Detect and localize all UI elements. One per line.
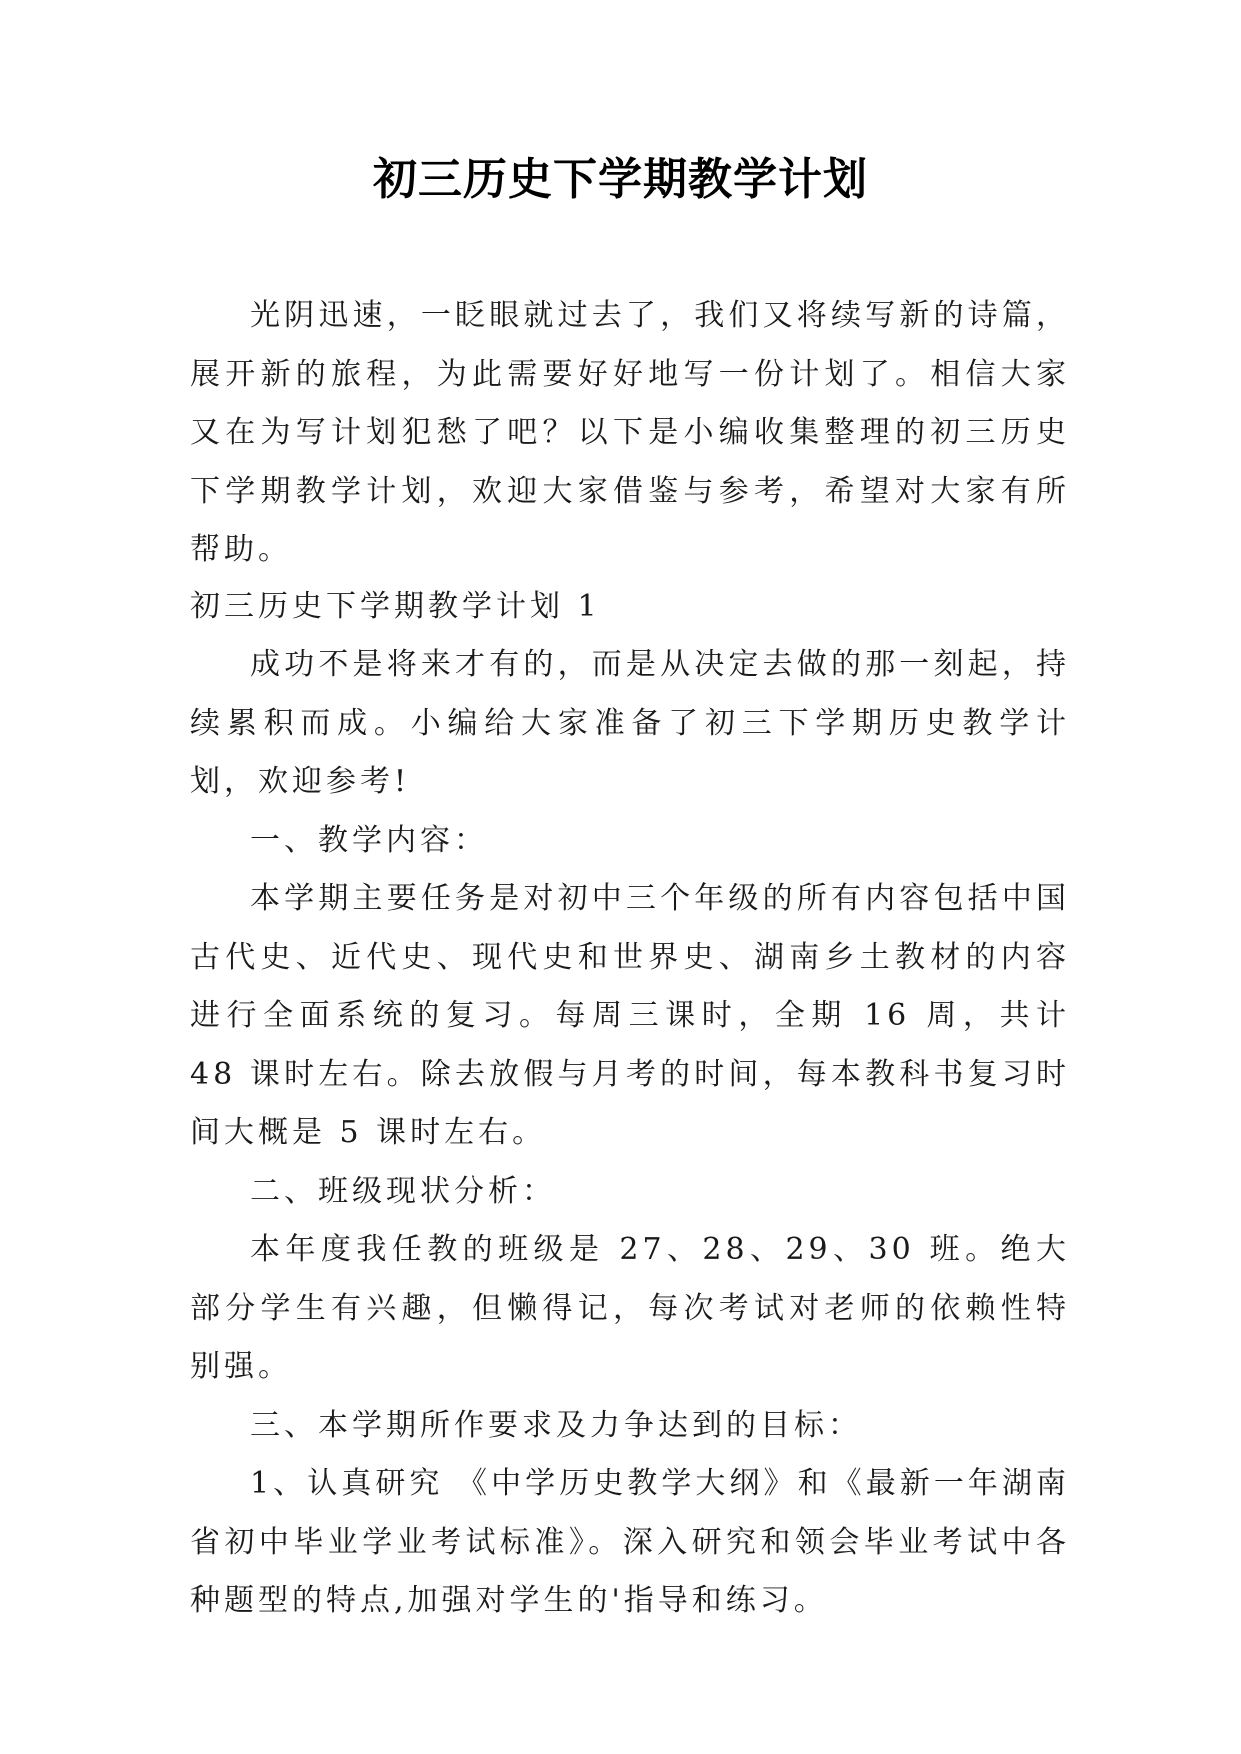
paragraph-class-analysis: 本年度我任教的班级是 27、28、29、30 班。绝大部分学生有兴趣，但懒得记，每次考试对老师的依赖性特别强。: [190, 1232, 1070, 1384]
heading-goals: 三、本学期所作要求及力争达到的目标：: [250, 1407, 862, 1443]
intro-paragraph: 光阴迅速，一眨眼就过去了，我们又将续写新的诗篇，展开新的旅程，为此需要好好地写一份计划了。相信大家又在为写计划犯愁了吧？以下是小编收集整理的初三历史下学期教学计划，欢迎大家借鉴与参考，希望对大家有所帮助。: [190, 298, 1070, 567]
heading-teaching-content: 一、教学内容：: [250, 822, 488, 858]
paragraph-opening: 成功不是将来才有的，而是从决定去做的那一刻起，持续累积而成。小编给大家准备了初三下学期历史教学计划，欢迎参考!: [190, 647, 1070, 799]
heading-class-analysis: 二、班级现状分析：: [250, 1173, 556, 1209]
section-title: 初三历史下学期教学计划 1: [190, 589, 601, 624]
intro-block: [190, 287, 1070, 580]
document-title: 初三历史下学期教学计划: [373, 154, 868, 205]
paragraph-teaching-content: 本学期主要任务是对初中三个年级的所有内容包括中国古代史、近代史、现代史和世界史、湖南乡土教材的内容进行全面系统的复习。每周三课时，全期 16 周，共计 48 课时左右。除去放假与月考的时间，每本教科书复习时间大概是 5 课时左右。: [190, 881, 1070, 1150]
main-content: [190, 636, 1070, 1631]
paragraph-goal-1: 1、认真研究 《中学历史教学大纲》和《最新一年湖南省初中毕业学业考试标准》。深入研究和领会毕业考试中各种题型的特点,加强对学生的'指导和练习。: [190, 1466, 1070, 1618]
